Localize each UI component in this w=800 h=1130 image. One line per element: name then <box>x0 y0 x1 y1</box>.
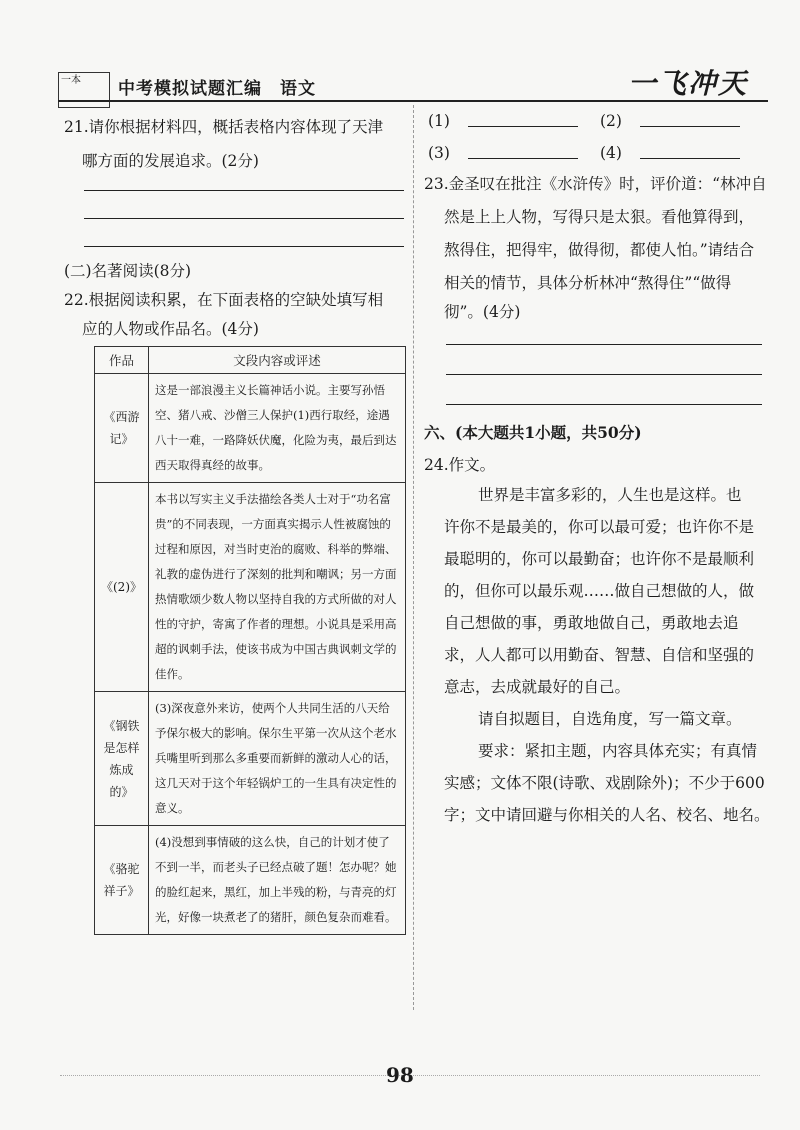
question-23-line-4: 相关的情节，具体分析林冲“熬得住”“做得 <box>444 274 732 292</box>
work-name: 《(2)》 <box>95 483 149 692</box>
section-6-heading: 六、(本大题共1小题，共50分) <box>424 423 642 442</box>
book-title: 中考模拟试题汇编 语文 <box>118 79 316 99</box>
table-header-row <box>95 347 406 374</box>
essay-prompt-line: 的，但你可以最乐观……做自己想做的人，做 <box>444 582 755 600</box>
blank-label-4: (4) <box>600 144 622 162</box>
works-table <box>94 346 406 935</box>
essay-prompt-line: 许你不是最美的，你可以最可爱；也许你不是 <box>444 518 755 536</box>
table-row <box>95 483 406 692</box>
work-description: (4)没想到事情破的这么快，自己的计划才使了不到一半，而老头子已经点破了题！怎办呢？她的脸红起来，黑红，加上半残的粉，与青亮的灯光，好像一块煮老了的猪肝，颜色复杂而难看。 <box>149 826 406 935</box>
question-22-cont: 应的人物或作品名。(4分) <box>82 320 259 338</box>
question-23-line-3: 熬得住，把得牢，做得彻，都使人怕。”请结合 <box>444 241 755 259</box>
answer-line[interactable] <box>446 404 762 405</box>
work-description: 本书以写实主义手法描绘各类人士对于“功名富贵”的不同表现，一方面真实揭示人性被腐蚀的过程和原因，对当时吏治的腐败、科举的弊端、礼教的虚伪进行了深刻的批判和嘲讽；另一方面热情歌颂少数人物以坚持自我的方式所做的对人性的守护，寄寓了作者的理想。小说具是采用高超的讽刺手法，使该书成为中国古典讽刺文学的佳作。 <box>149 483 406 692</box>
question-23-line-5: 彻”。(4分) <box>444 303 521 321</box>
blank-3-line[interactable] <box>468 158 578 159</box>
page-number: 98 <box>386 1063 414 1087</box>
essay-prompt-line: 最聪明的，你可以最勤奋；也许你不是最顺利 <box>444 550 755 568</box>
answer-line[interactable] <box>446 374 762 375</box>
blank-label-3: (3) <box>428 144 450 162</box>
essay-requirement: 字；文中请回避与你相关的人名、校名、地名。 <box>444 806 770 824</box>
essay-requirement: 实感；文体不限(诗歌、戏剧除外)；不少于600 <box>444 774 765 792</box>
blank-4-line[interactable] <box>640 158 740 159</box>
column-divider <box>413 105 414 1010</box>
essay-prompt-line: 世界是丰富多彩的，人生也是这样。也 <box>478 486 742 504</box>
blank-label-2: (2) <box>600 112 622 130</box>
answer-line[interactable] <box>84 246 404 247</box>
question-22: 22.根据阅读积累，在下面表格的空缺处填写相 <box>64 291 384 309</box>
table-row <box>95 374 406 483</box>
essay-requirement: 要求：紧扣主题，内容具体充实；有真情 <box>478 742 758 760</box>
answer-line[interactable] <box>446 344 762 345</box>
header-rule <box>58 100 768 102</box>
question-24: 24.作文。 <box>424 456 496 474</box>
work-name: 《骆驼祥子》 <box>95 826 149 935</box>
question-23-line-2: 然是上上人物，写得只是太狠。看他算得到， <box>444 208 755 226</box>
col-header-work: 作品 <box>95 347 149 374</box>
blank-1-line[interactable] <box>468 126 578 127</box>
question-23-line-1: 23.金圣叹在批注《水浒传》时，评价道：“林冲自 <box>424 175 767 193</box>
section-2-heading: (二)名著阅读(8分) <box>64 262 192 280</box>
work-name: 《西游记》 <box>95 374 149 483</box>
essay-prompt-line: 求，人人都可以用勤奋、智慧、自信和坚强的 <box>444 646 755 664</box>
table-row <box>95 826 406 935</box>
question-21-cont: 哪方面的发展追求。(2分) <box>82 152 259 170</box>
answer-line[interactable] <box>84 190 404 191</box>
table-row <box>95 692 406 826</box>
essay-prompt-line: 意志，去成就最好的自己。 <box>444 678 631 696</box>
blank-2-line[interactable] <box>640 126 740 127</box>
answer-line[interactable] <box>84 218 404 219</box>
work-description: 这是一部浪漫主义长篇神话小说。主要写孙悟空、猪八戒、沙僧三人保护(1)西行取经，途遇八十一难，一路降妖伏魔，化险为夷，最后到达西天取得真经的故事。 <box>149 374 406 483</box>
book-logo: 一本 <box>58 72 110 108</box>
essay-prompt-line: 自己想做的事，勇敢地做自己，勇敢地去追 <box>444 614 739 632</box>
question-21: 21.请你根据材料四，概括表格内容体现了天津 <box>64 118 384 136</box>
blank-label-1: (1) <box>428 112 450 130</box>
brand-slogan: 一飞冲天 <box>628 67 749 100</box>
essay-instruction: 请自拟题目，自选角度，写一篇文章。 <box>478 710 742 728</box>
col-header-content: 文段内容或评述 <box>149 347 406 374</box>
work-description: (3)深夜意外来访，使两个人共同生活的八天给予保尔极大的影响。保尔生平第一次从这个老水兵嘴里听到那么多重要而新鲜的激动人心的话，这几天对于这个年轻锅炉工的一生具有决定性的意义。 <box>149 692 406 826</box>
work-name: 《钢铁是怎样炼成的》 <box>95 692 149 826</box>
